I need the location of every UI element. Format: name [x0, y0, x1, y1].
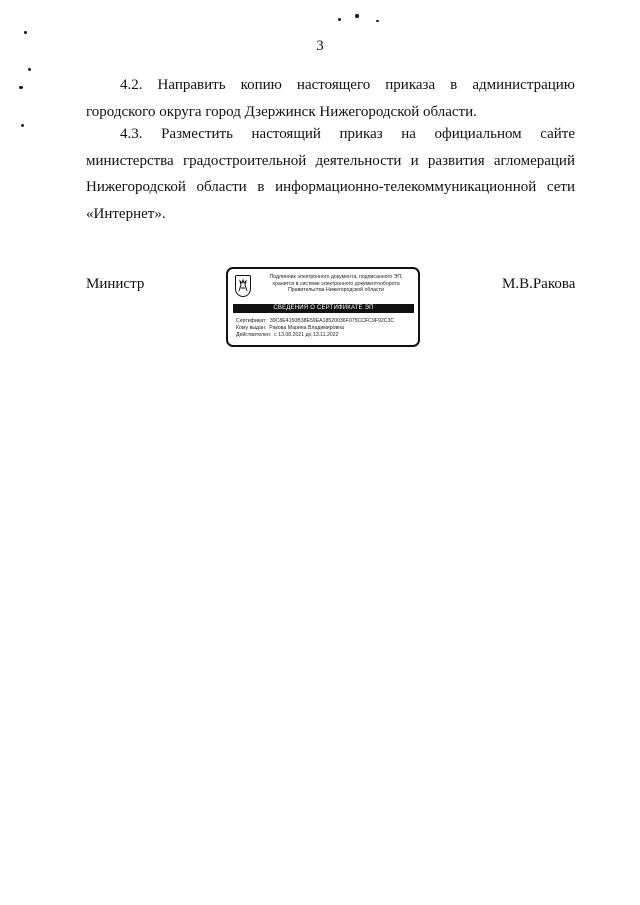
stamp-valid-row — [236, 332, 416, 339]
stamp-title: СВЕДЕНИЯ О СЕРТИФИКАТЕ ЭП — [233, 304, 414, 313]
stamp-header — [256, 274, 416, 294]
signatory-name: М.В.Ракова — [502, 276, 576, 292]
scan-speck — [355, 14, 359, 18]
valid-label: Действителен: — [236, 332, 272, 338]
certificate-label: Сертификат: — [236, 318, 267, 324]
stamp-certificate-row — [236, 318, 416, 325]
electronic-signature-stamp — [226, 267, 420, 347]
paragraph-4-2: 4.2. Направить копию настоящего приказа в администрацию городского округа город Дзержинск Нижегородской области. — [86, 77, 575, 120]
issued-to-value: Ракова Марина Владимировна — [269, 325, 344, 331]
valid-value: с 13.08.2021 до 13.11.2022 — [274, 332, 339, 338]
nizhny-novgorod-deer-emblem-icon — [235, 275, 251, 297]
signatory-position: Министр — [86, 276, 145, 292]
paragraph-4-3: 4.3. Разместить настоящий приказ на официальном сайте министерства градостроительной деятельности и развития агломераций Нижегородской области в информационно-телекоммуникационной сети «Интернет». — [86, 126, 575, 222]
page-number: 3 — [316, 38, 324, 54]
scan-speck — [28, 68, 31, 71]
stamp-header-line: Правительства Нижегородской области — [288, 287, 384, 294]
stamp-details — [236, 318, 416, 339]
scan-speck — [376, 20, 379, 22]
scan-speck — [24, 31, 27, 34]
scan-speck — [19, 86, 23, 89]
certificate-value: 39C8E4150B38E59EA18520036F075CCFC9F92C3C — [269, 318, 395, 324]
stamp-header-line: хранится в системе электронного документооборота — [272, 280, 400, 287]
stamp-header-line: Подлинник электронного документа, подписанного ЭП, — [269, 274, 403, 280]
scan-speck — [338, 18, 341, 21]
scan-speck — [21, 124, 24, 127]
stamp-issued-to-row — [236, 325, 416, 332]
issued-to-label: Кому выдан: — [236, 325, 267, 331]
